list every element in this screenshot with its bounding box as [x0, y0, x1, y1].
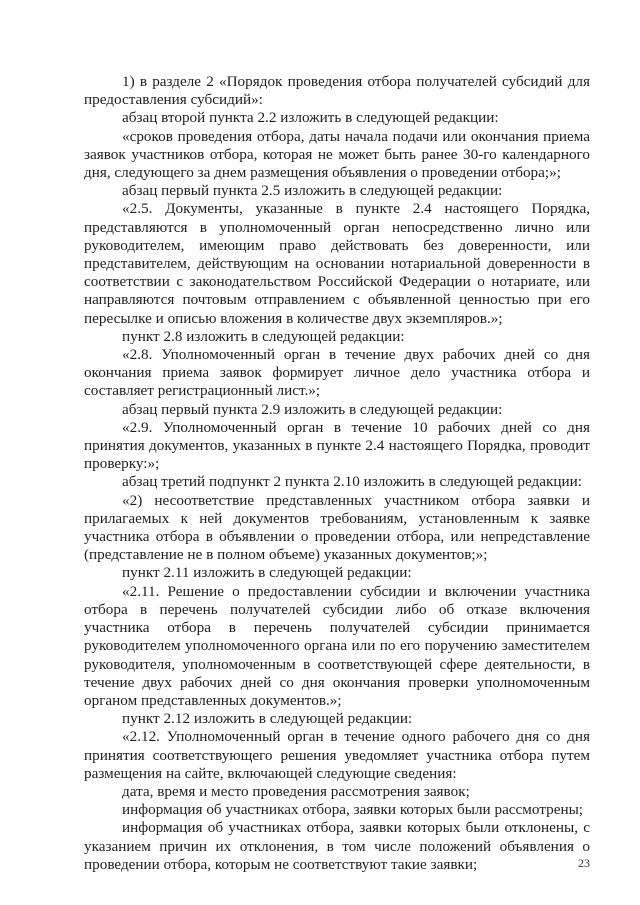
paragraph-2: абзац второй пункта 2.2 изложить в следующей редакции: [122, 109, 499, 127]
paragraph-16: дата, время и место проведения рассмотрения заявок; [122, 782, 470, 800]
paragraph-12: пункт 2.11 изложить в следующей редакции: [122, 564, 412, 582]
paragraph-13: «2.11. Решение о предоставлении субсидии и включении участника отбора в перечень получателей субсидии либо об отказе включения участника отбора в перечень получателей субсидии принимается руководителем уполномоченного органа или по его поручению заместителем руководителя, уполномоченным в соответствующей сфере деятельности, в течение двух рабочих дней со дня окончания проверки уполномоченным органом представленных документов.»; [84, 582, 590, 709]
paragraph-14: пункт 2.12 изложить в следующей редакции: [122, 710, 413, 728]
paragraph-5: «2.5. Документы, указанные в пункте 2.4 настоящего Порядка, представляются в уполномоченный орган непосредственно лично или руководителем, имеющим право действовать без доверенности, или представителем, действующим на основании нотариальной доверенности в соответствии с законодательством Российской Федерации о нотариате, или направляются почтовым отправлением с объявленной ценностью при его пересылке и описью вложения в количестве двух экземпляров.»; [84, 200, 590, 327]
paragraph-10: абзац третий подпункт 2 пункта 2.10 изложить в следующей редакции: [122, 473, 582, 491]
document-body [84, 73, 590, 874]
paragraph-7: «2.8. Уполномоченный орган в течение двух рабочих дней со дня окончания приема заявок формирует личное дело участника отбора и составляет регистрационный лист.»; [84, 346, 590, 400]
paragraph-15: «2.12. Уполномоченный орган в течение одного рабочего дня со дня принятия соответствующего решения уведомляет участника отбора путем размещения на сайте, включающей следующие сведения: [84, 728, 590, 782]
paragraph-8: абзац первый пункта 2.9 изложить в следующей редакции: [122, 400, 503, 418]
paragraph-3: «сроков проведения отбора, даты начала подачи или окончания приема заявок участников отбора, которая не может быть ранее 30-го календарного дня, следующего за днем размещения объявления о проведении отбора;»; [84, 127, 590, 182]
paragraph-4: абзац первый пункта 2.5 изложить в следующей редакции: [122, 182, 503, 200]
paragraph-6: пункт 2.8 изложить в следующей редакции: [122, 327, 405, 345]
paragraph-1: 1) в разделе 2 «Порядок проведения отбора получателей субсидий для предоставления субсидий»: [84, 73, 590, 109]
page-number: 23 [578, 856, 590, 870]
paragraph-18: информация об участниках отбора, заявки которых были отклонены, с указанием причин их отклонения, в том числе положений объявления о проведении отбора, которым не соответствуют такие заявки; [84, 819, 590, 873]
paragraph-17: информация об участниках отбора, заявки которых были рассмотрены; [122, 801, 584, 819]
paragraph-11: «2) несоответствие представленных участником отбора заявки и прилагаемых к ней документов требованиям, установленным к заявке участника отбора в объявлении о проведении отбора, или непредставление (представление не в полном объеме) указанных документов;»; [84, 491, 590, 564]
paragraph-9: «2.9. Уполномоченный орган в течение 10 рабочих дней со дня принятия документов, указанных в пункте 2.4 настоящего Порядка, проводит проверку:»; [84, 418, 590, 473]
